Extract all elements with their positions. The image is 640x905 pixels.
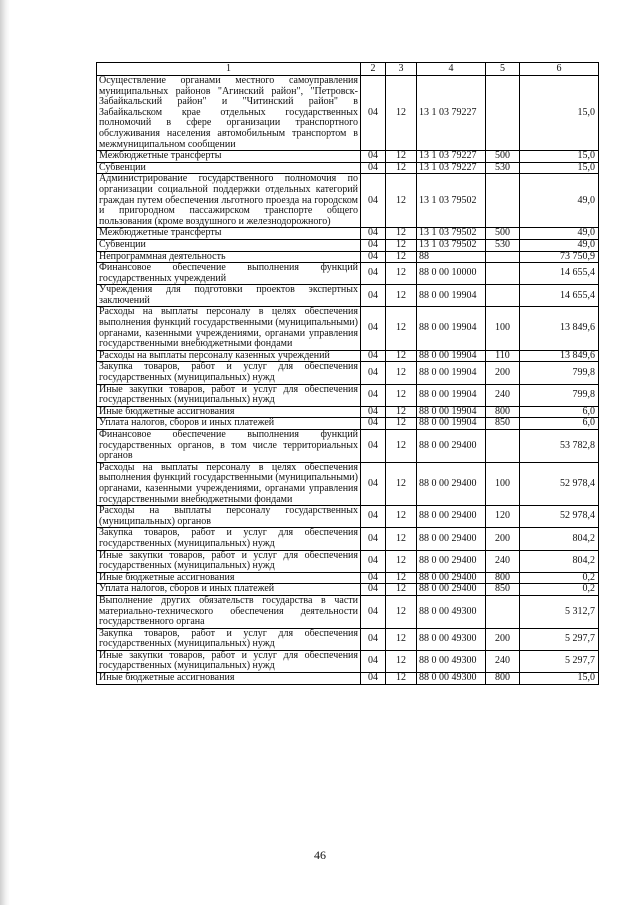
cell-expense-type: 100 [486,307,520,350]
cell-expense-type [486,76,520,151]
cell-section: 04 [361,595,386,628]
cell-subsection: 12 [386,384,417,406]
cell-section: 04 [361,550,386,572]
cell-target-code: 13 1 03 79502 [417,228,486,240]
table-row [97,76,599,151]
cell-expense-type: 200 [486,528,520,550]
cell-amount: 49,0 [520,239,599,251]
table-row [97,251,599,263]
cell-target-code: 88 0 00 19904 [417,406,486,418]
cell-subsection: 12 [386,650,417,672]
cell-description: Финансовое обеспечение выполнения функций государственных учреждений [97,263,361,285]
cell-amount: 13 849,6 [520,350,599,362]
cell-subsection: 12 [386,430,417,463]
table-row [97,162,599,174]
cell-subsection: 12 [386,628,417,650]
cell-section: 04 [361,263,386,285]
column-header: 6 [520,63,599,76]
cell-amount: 0,2 [520,572,599,584]
cell-target-code: 88 0 00 29400 [417,584,486,596]
cell-description: Закупка товаров, работ и услуг для обеспечения государственных (муниципальных) нужд [97,628,361,650]
cell-description: Иные бюджетные ассигнования [97,572,361,584]
cell-section: 04 [361,162,386,174]
table-row [97,350,599,362]
cell-target-code: 88 0 00 19904 [417,384,486,406]
cell-section: 04 [361,430,386,463]
cell-section: 04 [361,350,386,362]
cell-subsection: 12 [386,595,417,628]
cell-target-code: 88 0 00 49300 [417,650,486,672]
cell-expense-type [486,595,520,628]
cell-target-code: 13 1 03 79502 [417,239,486,251]
cell-subsection: 12 [386,162,417,174]
cell-description: Иные бюджетные ассигнования [97,406,361,418]
cell-amount: 5 312,7 [520,595,599,628]
table-row [97,263,599,285]
cell-section: 04 [361,362,386,384]
cell-section: 04 [361,151,386,163]
column-header: 3 [386,63,417,76]
cell-description: Закупка товаров, работ и услуг для обеспечения государственных (муниципальных) нужд [97,362,361,384]
cell-subsection: 12 [386,418,417,430]
table-row [97,406,599,418]
cell-description: Непрограммная деятельность [97,251,361,263]
cell-target-code: 88 0 00 19904 [417,362,486,384]
cell-amount: 0,2 [520,584,599,596]
cell-description: Расходы на выплаты персоналу в целях обеспечения выполнения функций государственными (муниципальными) органами, казенными учреждениями, органами управления государственными внебюджетными фондами [97,307,361,350]
cell-expense-type [486,285,520,307]
cell-expense-type: 800 [486,406,520,418]
cell-expense-type: 500 [486,151,520,163]
cell-target-code: 88 0 00 10000 [417,263,486,285]
cell-expense-type: 240 [486,650,520,672]
cell-subsection: 12 [386,239,417,251]
table-row [97,462,599,505]
cell-description: Субвенции [97,239,361,251]
table-row [97,362,599,384]
cell-description: Межбюджетные трансферты [97,151,361,163]
column-header: 1 [97,63,361,76]
cell-section: 04 [361,251,386,263]
cell-target-code: 88 0 00 29400 [417,462,486,505]
cell-section: 04 [361,628,386,650]
cell-amount: 5 297,7 [520,650,599,672]
table-row [97,239,599,251]
cell-amount: 73 750,9 [520,251,599,263]
cell-expense-type: 200 [486,362,520,384]
budget-table [96,62,599,685]
table-body [97,76,599,685]
cell-section: 04 [361,650,386,672]
table-row [97,650,599,672]
cell-amount: 799,8 [520,362,599,384]
cell-target-code: 88 0 00 49300 [417,595,486,628]
cell-target-code: 88 0 00 19904 [417,350,486,362]
table-row [97,307,599,350]
cell-expense-type [486,174,520,228]
cell-description: Учреждения для подготовки проектов экспертных заключений [97,285,361,307]
cell-target-code: 88 0 00 29400 [417,528,486,550]
cell-section: 04 [361,307,386,350]
cell-target-code: 13 1 03 79227 [417,162,486,174]
cell-target-code: 88 0 00 49300 [417,628,486,650]
cell-subsection: 12 [386,673,417,685]
table-row [97,174,599,228]
cell-amount: 15,0 [520,162,599,174]
cell-amount: 15,0 [520,76,599,151]
cell-section: 04 [361,462,386,505]
cell-expense-type: 800 [486,673,520,685]
cell-subsection: 12 [386,362,417,384]
cell-subsection: 12 [386,76,417,151]
cell-target-code: 88 [417,251,486,263]
cell-target-code: 13 1 03 79227 [417,151,486,163]
table-row [97,673,599,685]
cell-subsection: 12 [386,506,417,528]
cell-target-code: 13 1 03 79502 [417,174,486,228]
cell-subsection: 12 [386,285,417,307]
cell-description: Иные закупки товаров, работ и услуг для обеспечения государственных (муниципальных) нужд [97,650,361,672]
cell-section: 04 [361,174,386,228]
cell-expense-type: 120 [486,506,520,528]
cell-section: 04 [361,673,386,685]
page-scan-edge [0,0,10,905]
cell-section: 04 [361,406,386,418]
table-row [97,430,599,463]
page-number: 46 [314,848,326,862]
cell-description: Закупка товаров, работ и услуг для обеспечения государственных (муниципальных) нужд [97,528,361,550]
cell-expense-type: 240 [486,550,520,572]
cell-description: Осуществление органами местного самоуправления муниципальных районов "Агинский район", "Петровск-Забайкальский район" и "Читинский район" в Забайкальском крае отдельных государственных полномочий в сфере организации транспортного обслуживания населения автомобильным транспортом в межмуниципальном сообщении [97,76,361,151]
cell-amount: 804,2 [520,550,599,572]
cell-subsection: 12 [386,406,417,418]
cell-description: Иные закупки товаров, работ и услуг для обеспечения государственных (муниципальных) нужд [97,550,361,572]
cell-subsection: 12 [386,550,417,572]
cell-section: 04 [361,584,386,596]
cell-subsection: 12 [386,263,417,285]
cell-expense-type: 850 [486,418,520,430]
column-header: 4 [417,63,486,76]
cell-amount: 799,8 [520,384,599,406]
cell-expense-type [486,430,520,463]
cell-section: 04 [361,506,386,528]
cell-amount: 6,0 [520,418,599,430]
table-row [97,584,599,596]
column-header: 5 [486,63,520,76]
cell-subsection: 12 [386,572,417,584]
table-row [97,506,599,528]
budget-table-container [96,62,598,685]
cell-amount: 52 978,4 [520,506,599,528]
table-header-row [97,63,599,76]
cell-section: 04 [361,239,386,251]
cell-expense-type: 110 [486,350,520,362]
cell-expense-type: 800 [486,572,520,584]
table-row [97,228,599,240]
cell-description: Иные бюджетные ассигнования [97,673,361,685]
cell-description: Уплата налогов, сборов и иных платежей [97,418,361,430]
table-row [97,384,599,406]
cell-subsection: 12 [386,228,417,240]
cell-amount: 5 297,7 [520,628,599,650]
cell-target-code: 88 0 00 29400 [417,430,486,463]
cell-amount: 52 978,4 [520,462,599,505]
table-row [97,628,599,650]
cell-description: Иные закупки товаров, работ и услуг для обеспечения государственных (муниципальных) нужд [97,384,361,406]
table-row [97,550,599,572]
cell-description: Расходы на выплаты персоналу государственных (муниципальных) органов [97,506,361,528]
cell-amount: 14 655,4 [520,263,599,285]
cell-amount: 14 655,4 [520,285,599,307]
cell-amount: 15,0 [520,673,599,685]
cell-subsection: 12 [386,151,417,163]
cell-target-code: 88 0 00 19904 [417,285,486,307]
table-row [97,572,599,584]
cell-section: 04 [361,285,386,307]
cell-amount: 804,2 [520,528,599,550]
cell-subsection: 12 [386,584,417,596]
cell-expense-type: 200 [486,628,520,650]
cell-expense-type: 100 [486,462,520,505]
table-row [97,528,599,550]
cell-amount: 15,0 [520,151,599,163]
table-row [97,151,599,163]
cell-target-code: 88 0 00 29400 [417,506,486,528]
cell-amount: 6,0 [520,406,599,418]
cell-expense-type [486,251,520,263]
table-row [97,285,599,307]
cell-amount: 53 782,8 [520,430,599,463]
cell-target-code: 88 0 00 19904 [417,307,486,350]
cell-expense-type: 500 [486,228,520,240]
cell-description: Межбюджетные трансферты [97,228,361,240]
cell-description: Субвенции [97,162,361,174]
cell-description: Расходы на выплаты персоналу казенных учреждений [97,350,361,362]
cell-subsection: 12 [386,307,417,350]
cell-target-code: 88 0 00 29400 [417,572,486,584]
cell-section: 04 [361,384,386,406]
cell-subsection: 12 [386,251,417,263]
cell-expense-type [486,263,520,285]
cell-expense-type: 240 [486,384,520,406]
cell-section: 04 [361,228,386,240]
cell-subsection: 12 [386,462,417,505]
cell-description: Выполнение других обязательств государства в части материально-технического обеспечения деятельности государственного органа [97,595,361,628]
cell-description: Уплата налогов, сборов и иных платежей [97,584,361,596]
cell-target-code: 88 0 00 49300 [417,673,486,685]
cell-expense-type: 850 [486,584,520,596]
cell-expense-type: 530 [486,239,520,251]
cell-section: 04 [361,418,386,430]
cell-expense-type: 530 [486,162,520,174]
cell-amount: 13 849,6 [520,307,599,350]
cell-target-code: 88 0 00 29400 [417,550,486,572]
cell-target-code: 88 0 00 19904 [417,418,486,430]
cell-section: 04 [361,572,386,584]
cell-subsection: 12 [386,350,417,362]
column-header: 2 [361,63,386,76]
cell-subsection: 12 [386,528,417,550]
table-row [97,595,599,628]
cell-subsection: 12 [386,174,417,228]
cell-description: Администрирование государственного полномочия по организации социальной поддержки отдельных категорий граждан путем обеспечения льготного проезда на городском и пригородном пассажирском транспорте общего пользования (кроме воздушного и железнодорожного) [97,174,361,228]
cell-amount: 49,0 [520,174,599,228]
cell-description: Финансовое обеспечение выполнения функций государственных органов, в том числе территориальных органов [97,430,361,463]
table-row [97,418,599,430]
cell-amount: 49,0 [520,228,599,240]
cell-section: 04 [361,76,386,151]
cell-section: 04 [361,528,386,550]
cell-description: Расходы на выплаты персоналу в целях обеспечения выполнения функций государственными (муниципальными) органами, казенными учреждениями, органами управления государственными внебюджетными фондами [97,462,361,505]
cell-target-code: 13 1 03 79227 [417,76,486,151]
